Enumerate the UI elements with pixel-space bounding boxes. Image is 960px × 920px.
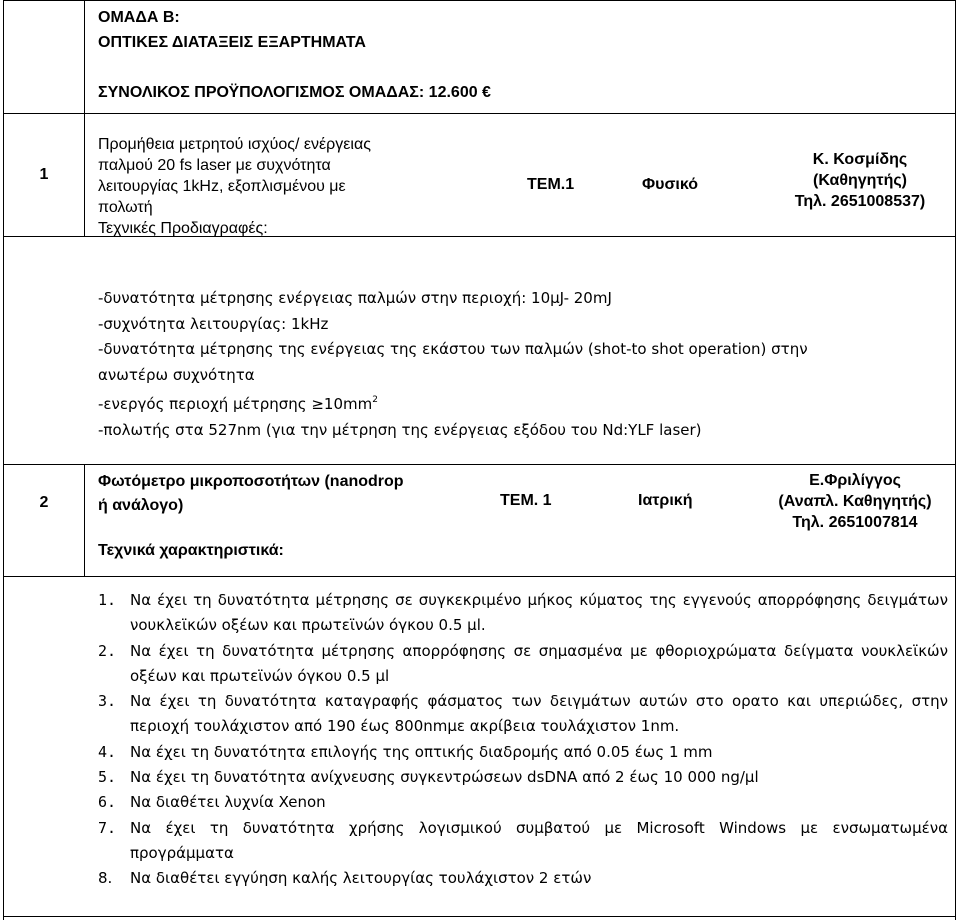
column-divider [84, 464, 85, 577]
group-title [98, 7, 180, 28]
spec-line: -πολωτής στα 527nm (για την μέτρηση της ενέργειας εξόδου του Nd:YLF laser) [98, 420, 702, 439]
spec-label: Τεχνικές Προδιαγραφές: [98, 220, 268, 237]
list-item: 6. Να διαθέτει λυχνία Xenon [98, 793, 326, 812]
list-item: 8. Να διαθέτει εγγύηση καλής λειτουργίας τουλάχιστον 2 ετών [98, 869, 592, 888]
category-label: ΟΠΤΙΚΕΣ ΔΙΑΤΑΞΕΙΣ ΕΞΑΡΤΗΜΑΤΑ [98, 34, 366, 51]
category-title [98, 32, 366, 53]
spec-list [98, 286, 808, 443]
row-divider [3, 576, 956, 577]
row-divider [3, 916, 956, 917]
list-item: 2. Να έχει τη δυνατότητα μέτρησης απορρόφησης σε σημασμένα με φθοριοχρώματα δείγματα νουκλεϊκών οξέων και πρωτεϊνών όγκου 0.5 μl [98, 641, 948, 685]
quantity: ΤΕΜ. 1 [500, 492, 552, 509]
row-divider [3, 464, 956, 465]
item-title: Φωτόμετρο μικροποσοτήτων (nanodrop ή ανάλογο) [98, 473, 404, 514]
category-type: Ιατρική [638, 492, 693, 509]
contact-info: Κ. Κοσμίδης (Καθηγητής) Τηλ. 2651008537) [794, 151, 926, 210]
group-label: ΟΜΑΔΑ Β: [98, 9, 180, 26]
spec-line: -δυνατότητα μέτρησης της ενέργειας της εκάστου των παλμών (shot-to shot operation) στην [98, 340, 808, 358]
list-item: 7. Να έχει τη δυνατότητα χρήσης λογισμικού συμβατού με Microsoft Windows με ενσωματωμένα προγράμματα [98, 818, 948, 862]
category-type: Φυσικό [642, 176, 698, 193]
budget-total [98, 82, 491, 103]
spec-line: ανωτέρω συχνότητα [98, 365, 255, 384]
table-border-left [3, 0, 4, 920]
row-number: 1 [39, 166, 49, 183]
column-divider [84, 0, 85, 237]
list-item: 3. Να έχει τη δυνατότητα καταγραφής φάσματος των δειγμάτων αυτών στο ορατο και υπεριώδες, στην περιοχή τουλάχιστον από 190 έως 800nmμε ακρίβεια τουλάχιστον 1nm. [98, 692, 948, 736]
quantity: ΤΕΜ.1 [527, 176, 575, 193]
spec-line: -ενεργός περιοχή $\mu έ\tau\rho\eta\sigma\eta\varsigma \ge 10mm^2$ [98, 395, 378, 413]
requirements-list [98, 588, 948, 892]
item-title: Προμήθεια μετρητού ισχύος/ ενέργειας παλμού 20 fs laser με συχνότητα λειτουργίας 1kHz, εξοπλισμένου με πολωτή Τεχνικές Προδιαγραφές: [98, 134, 478, 239]
budget-label: ΣΥΝΟΛΙΚΟΣ ΠΡΟΫΠΟΛΟΓΙΣΜΟΣ ΟΜΑΔΑΣ: 12.600 € [98, 84, 491, 101]
spec-line: -δυνατότητα μέτρησης ενέργειας παλμών στην περιοχή: 10μJ- 20mJ [98, 289, 612, 307]
table-border-right [955, 0, 956, 920]
row-divider [3, 0, 956, 1]
list-item: 5. Να έχει τη δυνατότητα ανίχνευσης συγκεντρώσεων dsDNA από 2 έως 10 000 ng/μl [98, 768, 759, 787]
list-item: 1. Να έχει τη δυνατότητα μέτρησης σε συγκεκριμένο μήκος κύματος της εγγενούς απορρόφησης δειγμάτων νουκλεϊκών οξέων και πρωτεϊνών όγκου 0.5 μl. [98, 591, 948, 635]
list-item: 4. Να έχει τη δυνατότητα επιλογής της οπτικής διαδρομής από 0.05 έως 1 mm [98, 742, 713, 761]
contact-info: Ε.Φριλίγγος (Αναπλ. Καθηγητής) Τηλ. 2651007814 [778, 472, 932, 531]
spec-label: Τεχνικά χαρακτηριστικά: [98, 542, 284, 559]
spec-line: -συχνότητα λειτουργίας: 1kHz [98, 314, 329, 333]
row-divider [3, 113, 956, 114]
row-number: 2 [39, 494, 49, 511]
